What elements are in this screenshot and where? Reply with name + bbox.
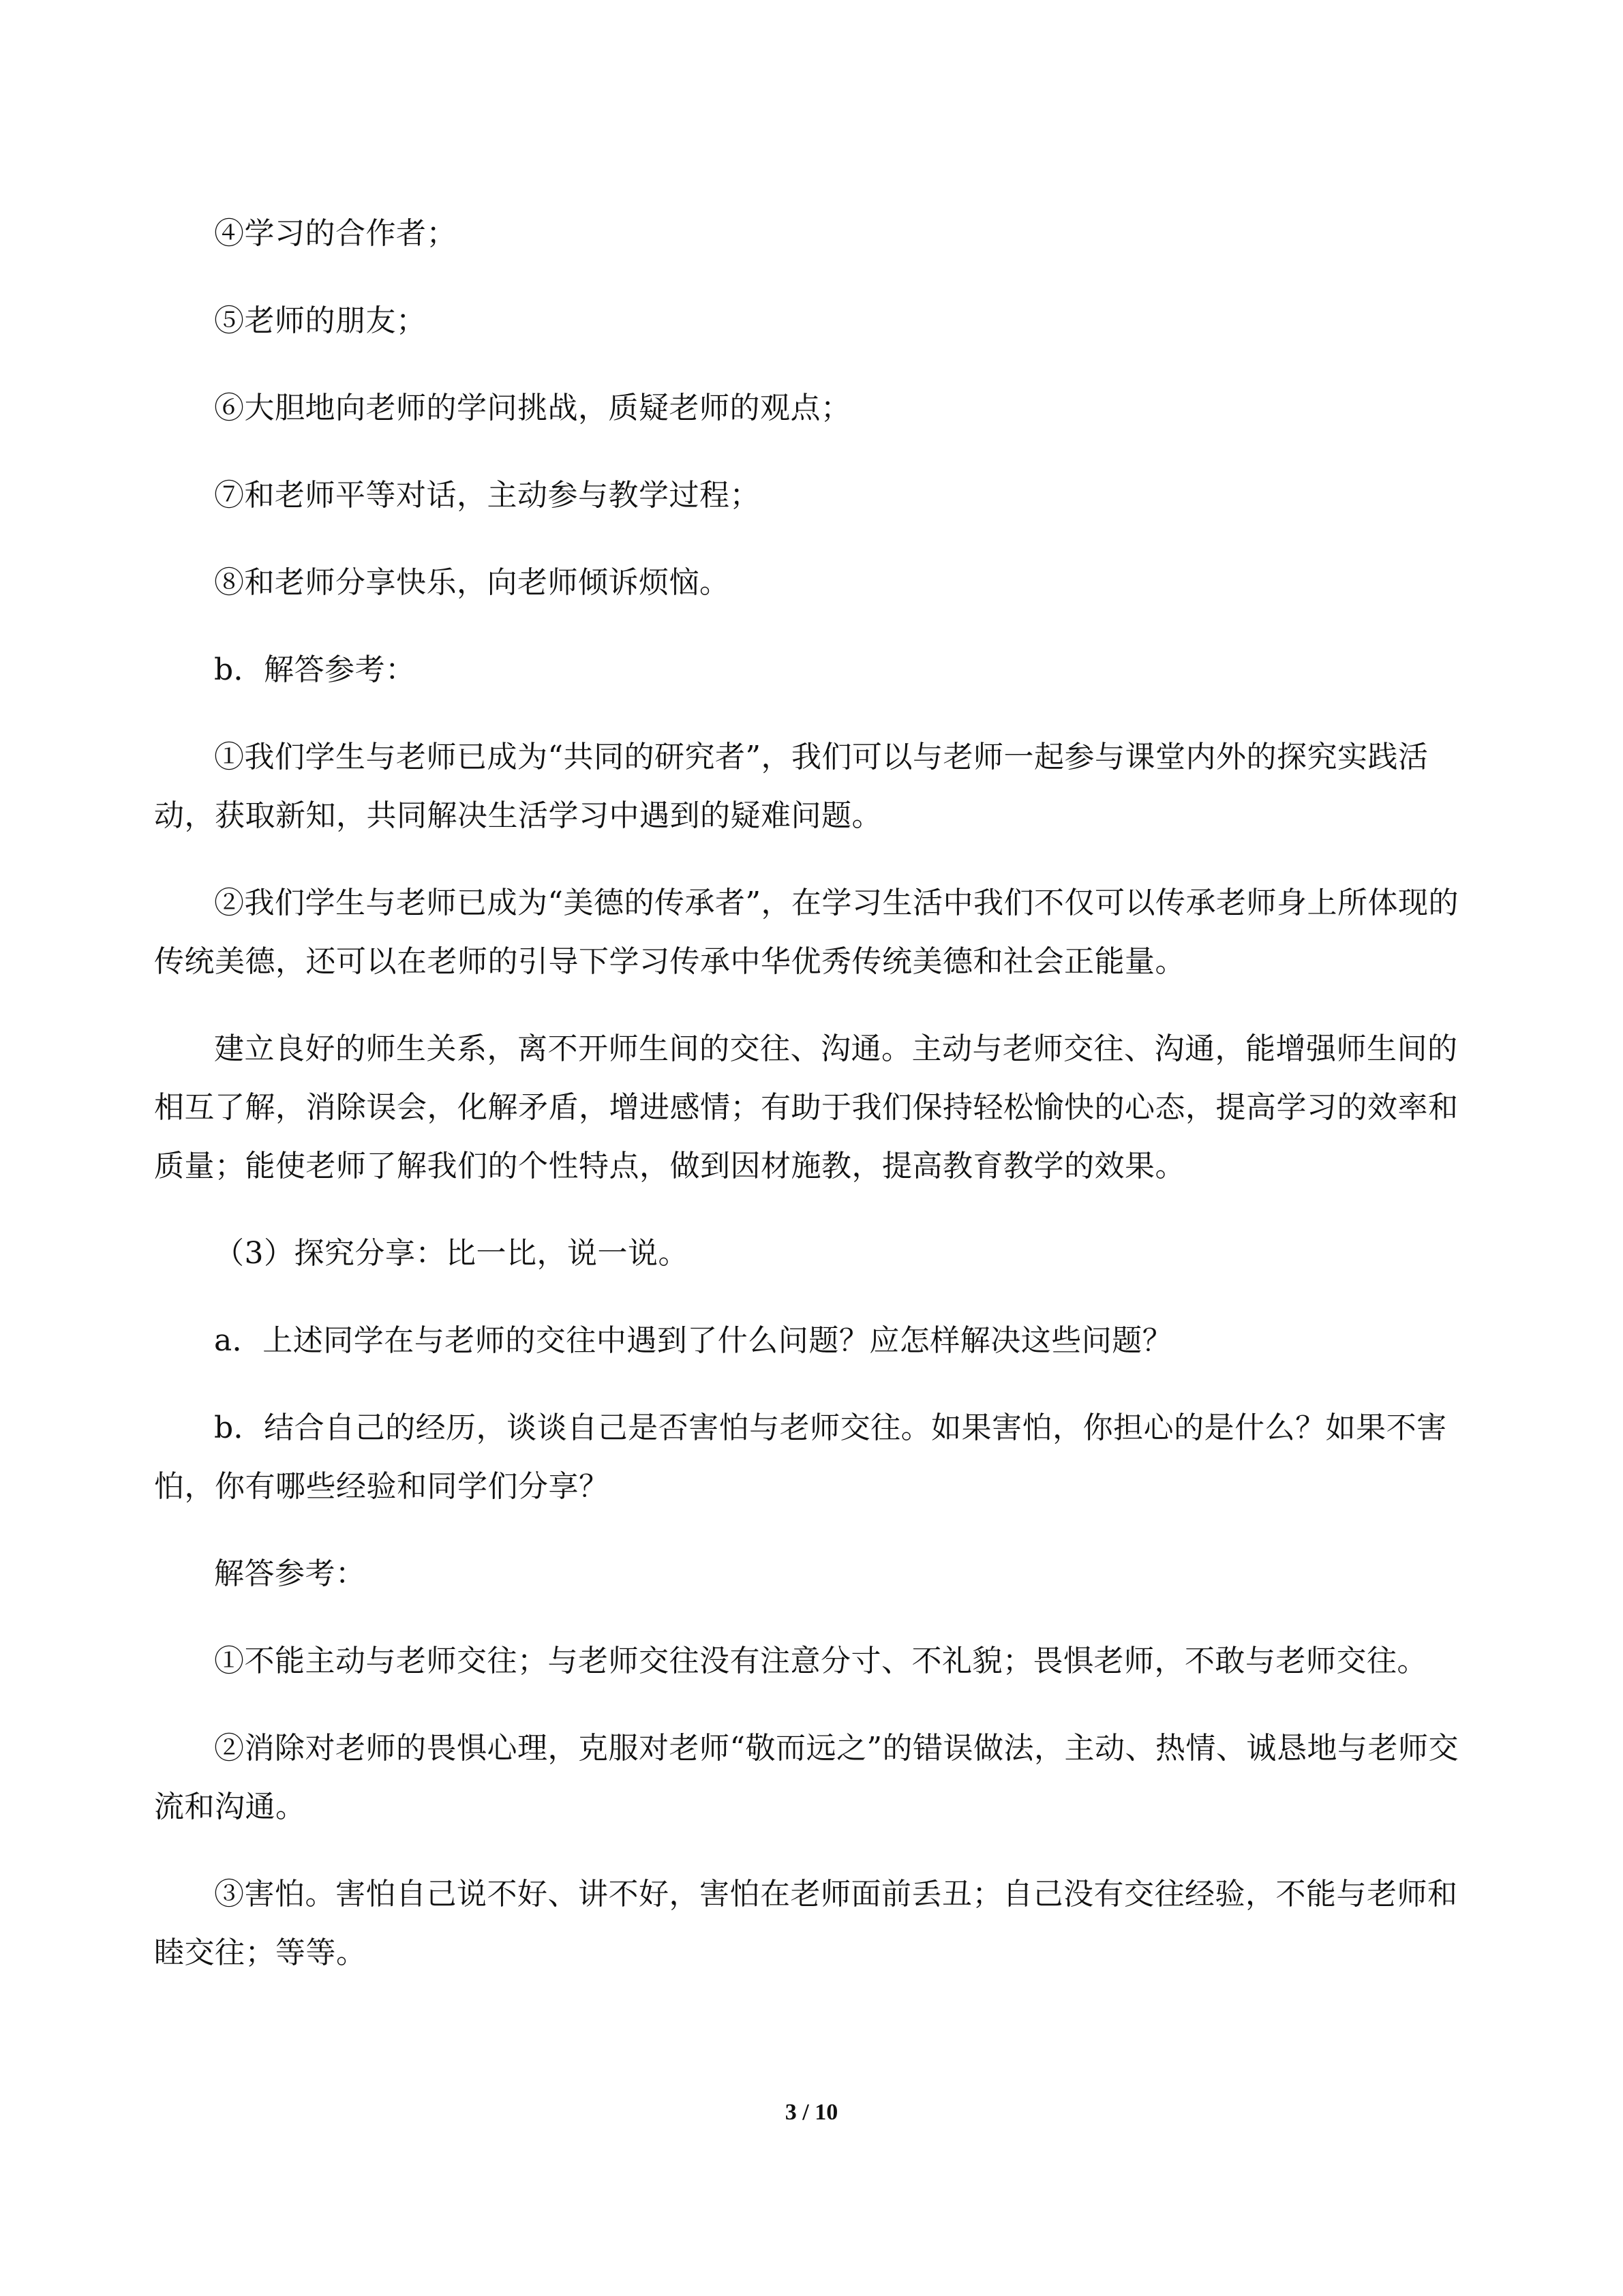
document-body	[154, 205, 1476, 1982]
paragraph-item-4: ④学习的合作者；	[214, 216, 457, 251]
answer-item-1: ①不能主动与老师交往；与老师交往没有注意分寸、不礼貌；畏惧老师，不敢与老师交往。	[214, 1644, 1427, 1678]
answer-point-1: ①我们学生与老师已成为“共同的研究者”，我们可以与老师一起参与课堂内外的探究实践活动，获取新知，共同解决生活学习中遇到的疑难问题。	[154, 740, 1429, 833]
answer-item-3: ③害怕。害怕自己说不好、讲不好，害怕在老师面前丢丑；自己没有交往经验，不能与老师和睦交往；等等。	[154, 1877, 1458, 1970]
relationship-summary-paragraph: 建立良好的师生关系，离不开师生间的交往、沟通。主动与老师交往、沟通，能增强师生间的相互了解，消除误会，化解矛盾，增进感情；有助于我们保持轻松愉快的心态，提高学习的效率和质量；能使老师了解我们的个性特点，做到因材施教，提高教育教学的效果。	[154, 1031, 1459, 1183]
section-heading-3: （3）探究分享：比一比，说一说。	[214, 1236, 688, 1271]
page-number: 3 / 10	[785, 2100, 838, 2125]
answer-reference-heading: 解答参考：	[214, 1556, 366, 1591]
question-b: b．结合自己的经历，谈谈自己是否害怕与老师交往。如果害怕，你担心的是什么？如果不害怕，你有哪些经验和同学们分享？	[154, 1410, 1447, 1504]
answer-point-2: ②我们学生与老师已成为“美德的传承者”，在学习生活中我们不仅可以传承老师身上所体现的传统美德，还可以在老师的引导下学习传承中华优秀传统美德和社会正能量。	[154, 886, 1459, 979]
paragraph-item-7: ⑦和老师平等对话，主动参与教学过程；	[214, 478, 760, 513]
question-a: a．上述同学在与老师的交往中遇到了什么问题？应怎样解决这些问题？	[214, 1323, 1173, 1358]
answer-reference-heading-b: b．解答参考：	[214, 652, 416, 687]
paragraph-item-8: ⑧和老师分享快乐，向老师倾诉烦恼。	[214, 565, 730, 600]
paragraph-item-5: ⑤老师的朋友；	[214, 303, 427, 338]
paragraph-item-6: ⑥大胆地向老师的学问挑战，质疑老师的观点；	[214, 391, 851, 425]
answer-item-2: ②消除对老师的畏惧心理，克服对老师“敬而远之”的错误做法，主动、热情、诚恳地与老师交流和沟通。	[154, 1731, 1459, 1824]
